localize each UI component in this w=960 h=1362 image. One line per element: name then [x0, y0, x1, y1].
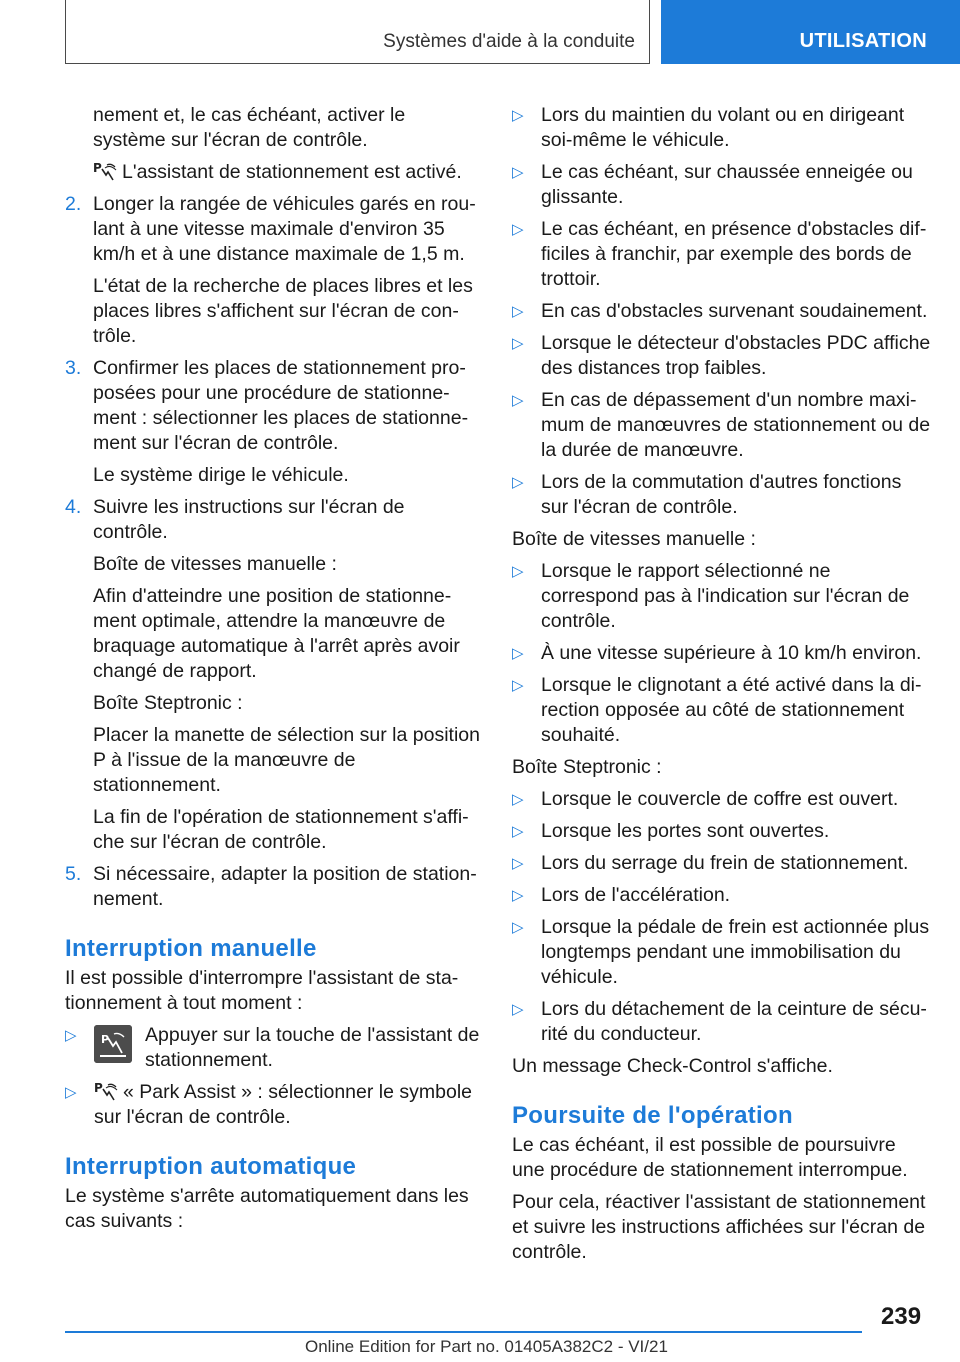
bullet-icon: ▷	[512, 164, 524, 181]
bullet-item	[512, 160, 932, 210]
bullet-icon: ▷	[512, 823, 524, 840]
step-note: Placer la manette de sélection sur la position P à l'issue de la manœuvre de stationnement.	[93, 724, 480, 796]
heading-automatic-interruption: Interruption automatique	[65, 1153, 357, 1180]
svg-text:P: P	[101, 1033, 110, 1046]
step-note: L'état de la recherche de places libres et les places libres s'affichent sur l'écran de contrôle.	[93, 275, 473, 347]
step-note: Le système dirige le véhicule.	[93, 464, 349, 486]
bullet-text: En cas de dépassement d'un nombre maximum de manœuvres de stationnement ou de la durée de manœuvre.	[541, 389, 931, 461]
heading-manual-interruption: Interruption manuelle	[65, 935, 317, 962]
footer-rule	[65, 1331, 862, 1333]
bullet-icon: ▷	[512, 335, 524, 352]
footer-edition: Online Edition for Part no. 01405A382C2 - VI/21	[305, 1337, 668, 1356]
bullet-text: Lors du détachement de la ceinture de sécurité du conducteur.	[541, 998, 927, 1045]
paragraph: Il est possible d'interrompre l'assistant de stationnement à tout moment :	[65, 967, 459, 1014]
paragraph: Un message Check-Control s'affiche.	[512, 1055, 833, 1077]
bullet-icon: ▷	[512, 855, 524, 872]
bullet-icon: ▷	[65, 1027, 77, 1044]
header-frame	[65, 0, 650, 64]
bullet-text: En cas d'obstacles survenant soudainement.	[541, 300, 928, 322]
bullet-item	[512, 997, 932, 1047]
bullet-item: ▷ P Appuyer sur la touche de l'assistant de stationnement.	[65, 1024, 480, 1071]
bullet-icon: ▷	[512, 1001, 524, 1018]
bullet-item	[512, 103, 932, 153]
bullet-icon: ▷	[512, 563, 524, 580]
step-note: Afin d'atteindre une position de stationnement optimale, attendre la manœuvre de braquage automatique à l'arrêt après avoir changé de rapport.	[93, 585, 460, 682]
step-item	[65, 495, 480, 855]
svg-text:P: P	[94, 1081, 103, 1095]
section-title: Systèmes d'aide à la conduite	[383, 31, 635, 52]
bullet-text: Lorsque le clignotant a été activé dans la direction opposée au côté de stationnement souhaité.	[541, 674, 922, 746]
bullet-text: Lorsque le rapport sélectionné ne correspond pas à l'indication sur l'écran de contrôle.	[541, 560, 910, 632]
bullet-icon: ▷	[512, 645, 524, 662]
bullet-item	[512, 787, 932, 812]
step-number: 2.	[65, 193, 82, 215]
bullet-item	[512, 851, 932, 876]
bullet-item	[512, 819, 932, 844]
bullet-item	[512, 673, 932, 748]
bullet-text: Lorsque le couvercle de coffre est ouvert.	[541, 788, 899, 810]
park-assist-icon	[94, 1080, 118, 1102]
bullet-text: Lorsque la pédale de frein est actionnée plus longtemps pendant une immobilisation du véhicule.	[541, 916, 930, 988]
step-note: Boîte de vitesses manuelle :	[93, 553, 337, 575]
bullet-item	[512, 331, 932, 381]
bullet-icon: ▷	[512, 887, 524, 904]
paragraph: nement et, le cas échéant, activer le système sur l'écran de contrôle.	[93, 104, 406, 151]
svg-text:P: P	[93, 161, 102, 175]
bullet-text: Lors de l'accélération.	[541, 884, 731, 906]
bullet-icon: ▷	[512, 919, 524, 936]
chapter-tab	[661, 0, 960, 64]
step-number: 5.	[65, 863, 82, 885]
left-column	[65, 103, 480, 1241]
bullet-icon: ▷	[512, 221, 524, 238]
bullet-item	[512, 470, 932, 520]
bullet-text: Lors de la commutation d'autres fonctions sur l'écran de contrôle.	[541, 471, 902, 518]
bullet-text: Lors du maintien du volant ou en dirigeant soi-même le véhicule.	[541, 104, 905, 151]
bullet-icon: ▷	[65, 1084, 77, 1101]
step-item	[65, 356, 480, 488]
bullet-text: Le cas échéant, en présence d'obstacles difficiles à franchir, par exemple des bords de trottoir.	[541, 218, 927, 290]
bullet-icon: ▷	[512, 474, 524, 491]
step-text: Suivre les instructions sur l'écran de contrôle.	[93, 496, 405, 543]
step-number: 3.	[65, 357, 82, 379]
paragraph: Boîte de vitesses manuelle :	[512, 528, 756, 550]
chapter-tab-label: UTILISATION	[799, 30, 927, 52]
bullet-icon: ▷	[512, 303, 524, 320]
bullet-item	[512, 883, 932, 908]
right-column	[512, 103, 932, 1272]
bullet-text: À une vitesse supérieure à 10 km/h environ.	[541, 642, 922, 664]
bullet-text: Lorsque les portes sont ouvertes.	[541, 820, 830, 842]
step-item	[65, 192, 480, 349]
bullet-item: ▷ P « Park Assist » : sélectionner le symbole sur l'écran de contrôle.	[65, 1081, 472, 1128]
bullet-item	[512, 388, 932, 463]
paragraph-with-icon: P L'assistant de stationnement est activé.	[93, 161, 462, 183]
paragraph: Le système s'arrête automatiquement dans les cas suivants :	[65, 1185, 469, 1232]
step-note: Boîte Steptronic :	[93, 692, 243, 714]
bullet-item	[512, 559, 932, 634]
step-text: Longer la rangée de véhicules garés en roulant à une vitesse maximale d'environ 35 km/h et à une distance maximale de 1,5 m.	[93, 193, 476, 265]
step-text: Confirmer les places de stationnement proposées pour une procédure de stationnement : sélectionner les places de stationnement sur l'écran de contrôle.	[93, 357, 469, 454]
park-assist-button-icon	[94, 1025, 132, 1063]
step-text: Si nécessaire, adapter la position de stationnement.	[93, 863, 477, 910]
bullet-list	[512, 559, 932, 748]
bullet-text: Le cas échéant, sur chaussée enneigée ou glissante.	[541, 161, 913, 208]
bullet-item	[512, 299, 932, 324]
step-note: La fin de l'opération de stationnement s'affiche sur l'écran de contrôle.	[93, 806, 469, 853]
heading-resume: Poursuite de l'opération	[512, 1102, 793, 1129]
bullet-list	[512, 787, 932, 1047]
bullet-item	[512, 915, 932, 990]
paragraph: Boîte Steptronic :	[512, 756, 662, 778]
bullet-item	[512, 217, 932, 292]
step-item	[65, 862, 480, 912]
bullet-icon: ▷	[512, 107, 524, 124]
bullet-text: Lorsque le détecteur d'obstacles PDC affiche des distances trop faibles.	[541, 332, 931, 379]
bullet-list	[512, 103, 932, 520]
bullet-icon: ▷	[512, 677, 524, 694]
step-number: 4.	[65, 496, 82, 518]
bullet-text: Lors du serrage du frein de stationnement.	[541, 852, 909, 874]
paragraph: Pour cela, réactiver l'assistant de stationnement et suivre les instructions affichées sur l'écran de contrôle.	[512, 1191, 926, 1263]
park-assist-icon	[93, 160, 117, 182]
paragraph: Le cas échéant, il est possible de poursuivre une procédure de stationnement interrompue.	[512, 1134, 908, 1181]
bullet-item	[512, 641, 932, 666]
bullet-icon: ▷	[512, 392, 524, 409]
bullet-icon: ▷	[512, 791, 524, 808]
page-number: 239	[881, 1303, 922, 1330]
